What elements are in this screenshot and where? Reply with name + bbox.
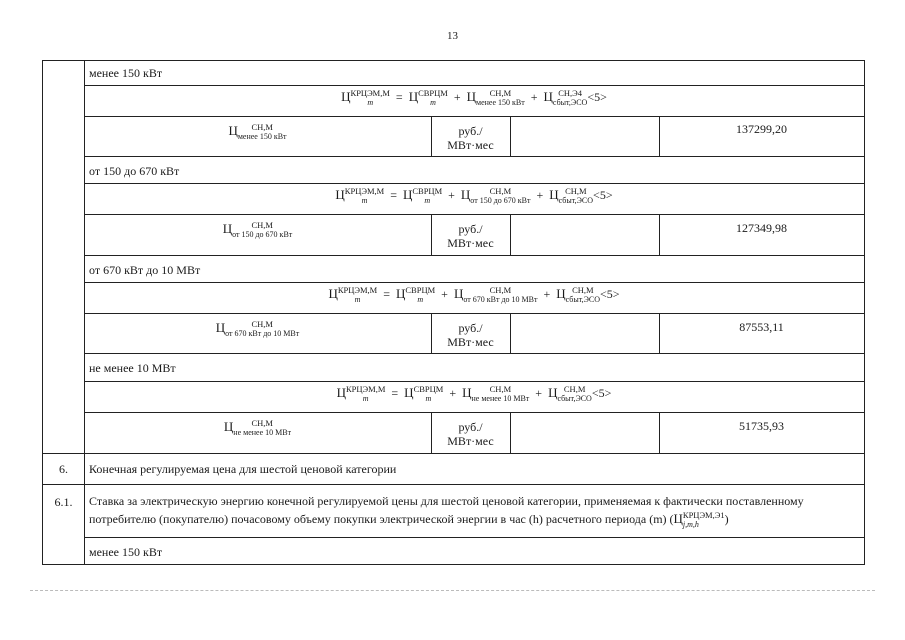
row-divider [84,85,864,86]
row-divider [84,381,864,382]
item-text-6-1: Ставка за электрическую энергию конечной регулируемой цены для шестой ценовой категории, применяемая к фактически поставленному потребителю (покупателю) почасовому объему покупки электрической энергии в час (h) расчетного периода (m) (Ц КРЦЭМ,Э1 j,m,h ) [89,494,804,530]
unit-less150: руб./ МВт·мес [447,124,494,152]
param-150-670: Ц СН,М от 150 до 670 кВт [222,220,293,240]
section-label-150-670: от 150 до 670 кВт [89,164,180,178]
formula-less150: Ц КРЦЭМ,М m = Ц СВРЦМ m + Ц СН,М менее 150 кВт + Ц СН,Э4 сбыт,ЭСО <5> [341,88,607,108]
section-label-less150: менее 150 кВт [89,66,163,80]
page-footer-dashes [30,590,875,591]
value-670-10: 87553,11 [739,320,784,334]
unit-150-670: руб./ МВт·мес [447,222,494,250]
param-not-less-10: Ц СН,М не менее 10 МВт [223,418,292,438]
row-divider [84,353,864,354]
row-divider [84,282,864,283]
item-text-6: Конечная регулируемая цена для шестой ценовой категории [89,462,397,476]
row-divider [84,255,864,256]
param-670-10: Ц СН,М от 670 кВт до 10 МВт [215,319,300,339]
formula-670-10: Ц КРЦЭМ,М m = Ц СВРЦМ m + Ц СН,М от 670 кВт до 10 МВт + Ц СН,М сбыт,ЭСО <5> [328,285,620,305]
value-less150: 137299,20 [736,122,787,136]
row-divider [84,537,864,538]
section-label-last: менее 150 кВт [89,545,163,559]
tariff-table [42,60,865,565]
row-divider [43,453,864,454]
row-divider [84,313,864,314]
value-150-670: 127349,98 [736,221,787,235]
unit-670-10: руб./ МВт·мес [447,321,494,349]
value-not-less-10: 51735,93 [739,419,784,433]
formula-150-670: Ц КРЦЭМ,М m = Ц СВРЦМ m + Ц СН,М от 150 до 670 кВт + Ц СН,М сбыт,ЭСО <5> [335,186,613,206]
param-less150: Ц СН,М менее 150 кВт [228,122,287,142]
item-number-6: 6. [59,462,68,476]
row-divider [84,116,864,117]
row-divider [84,183,864,184]
section-label-not-less-10: не менее 10 МВт [89,361,176,375]
formula-not-less-10: Ц КРЦЭМ,М m = Ц СВРЦМ m + Ц СН,М не менее 10 МВт + Ц СН,М сбыт,ЭСО <5> [336,384,612,404]
row-divider [84,156,864,157]
section-label-670-10: от 670 кВт до 10 МВт [89,263,201,277]
page-number: 13 [447,30,458,42]
row-divider [84,214,864,215]
row-divider [84,412,864,413]
unit-not-less-10: руб./ МВт·мес [447,420,494,448]
item-number-6-1: 6.1. [54,495,73,509]
row-divider [43,484,864,485]
